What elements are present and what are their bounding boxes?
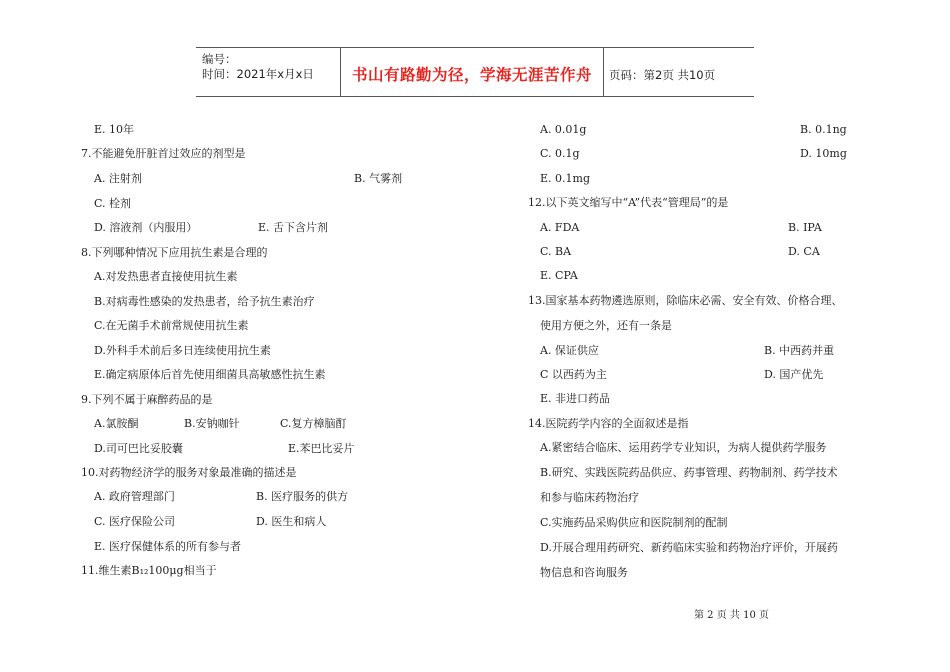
q8-option-c: C.在无菌手术前常规使用抗生素	[94, 319, 249, 332]
q12-option-c: C. BA	[540, 245, 572, 258]
q11-option-b: B. 0.1ng	[800, 123, 847, 136]
page-footer: 第 2 页 共 10 页	[694, 610, 769, 621]
q9-option-a: A.氯胺酮	[94, 417, 139, 430]
q12-option-b: B. IPA	[788, 221, 822, 234]
header-motto: 书山有路勤为径，学海无涯苦作舟	[352, 66, 593, 84]
q14-option-d: D.开展合理用药研究、新药临床实验和药物治疗评价，开展药	[540, 541, 838, 554]
q13-option-d: D. 国产优先	[764, 368, 824, 381]
q13-option-c: C 以西药为主	[540, 368, 607, 381]
q11-stem: 11.维生素B₁₂100μg相当于	[81, 564, 217, 577]
q13-option-a: A. 保证供应	[540, 344, 599, 357]
header-bottom-rule	[196, 96, 754, 97]
q7-stem: 7.不能避免肝脏首过效应的剂型是	[81, 147, 246, 160]
q9-option-b: B.安钠咖针	[184, 417, 240, 430]
q9-option-c: C.复方樟脑酊	[280, 417, 347, 430]
q11-option-d: D. 10mg	[800, 147, 847, 160]
q8-option-d: D.外科手术前后多日连续使用抗生素	[94, 344, 271, 357]
q12-option-a: A. FDA	[540, 221, 580, 234]
q9-option-e: E.苯巴比妥片	[288, 442, 355, 455]
header-divider-left	[340, 47, 341, 96]
header-time-label: 时间：2021年x月x日	[202, 67, 314, 81]
q10-option-d: D. 医生和病人	[256, 515, 327, 528]
q7-option-a: A. 注射剂	[94, 172, 142, 185]
q7-option-d: D. 溶液剂（内服用）	[94, 221, 198, 234]
q14-option-d-continued: 物信息和咨询服务	[540, 566, 628, 579]
q11-option-c: C. 0.1g	[540, 147, 580, 160]
q6-option-e: E. 10年	[94, 123, 135, 136]
header-top-rule	[196, 47, 754, 48]
q11-option-e: E. 0.1mg	[540, 172, 590, 185]
q13-stem: 13.国家基本药物遴选原则，除临床必需、安全有效、价格合理、	[528, 294, 843, 307]
header-number-label: 编号：	[202, 52, 237, 66]
q13-stem-continued: 使用方便之外，还有一条是	[540, 319, 672, 332]
q14-stem: 14.医院药学内容的全面叙述是指	[528, 417, 689, 430]
q8-option-a: A.对发热患者直接使用抗生素	[94, 270, 238, 283]
q7-option-b: B. 气雾剂	[354, 172, 403, 185]
q10-option-c: C. 医疗保险公司	[94, 515, 176, 528]
q13-option-e: E. 非进口药品	[540, 392, 611, 405]
q14-option-a: A.紧密结合临床、运用药学专业知识，为病人提供药学服务	[540, 441, 827, 454]
q14-option-b: B.研究、实践医院药品供应、药事管理、药物制剂、药学技术	[540, 466, 838, 479]
q8-option-b: B.对病毒性感染的发热患者，给予抗生素治疗	[94, 295, 315, 308]
header-divider-right	[603, 47, 604, 96]
q7-option-e: E. 舌下含片剂	[258, 221, 329, 234]
q12-option-e: E. CPA	[540, 269, 578, 282]
q11-option-a: A. 0.01g	[540, 123, 587, 136]
q14-option-c: C.实施药品采购供应和医院制剂的配制	[540, 516, 728, 529]
q10-option-e: E. 医疗保健体系的所有参与者	[94, 540, 242, 553]
header-page-code: 页码：第2页 共10页	[609, 68, 716, 82]
q9-option-d: D.司可巴比妥胶囊	[94, 442, 183, 455]
q9-stem: 9.下列不属于麻醉药品的是	[81, 393, 213, 406]
q8-stem: 8.下列哪种情况下应用抗生素是合理的	[81, 246, 268, 259]
q14-option-b-continued: 和参与临床药物治疗	[540, 491, 639, 504]
q10-stem: 10.对药物经济学的服务对象最准确的描述是	[81, 466, 297, 479]
q10-option-a: A. 政府管理部门	[94, 490, 175, 503]
q13-option-b: B. 中西药并重	[764, 344, 835, 357]
q10-option-b: B. 医疗服务的供方	[256, 490, 349, 503]
q8-option-e: E.确定病原体后首先使用细菌具高敏感性抗生素	[94, 368, 326, 381]
q12-stem: 12.以下英文缩写中“A”代表“管理局”的是	[528, 196, 729, 209]
q7-option-c: C. 栓剂	[94, 197, 132, 210]
q12-option-d: D. CA	[788, 245, 820, 258]
